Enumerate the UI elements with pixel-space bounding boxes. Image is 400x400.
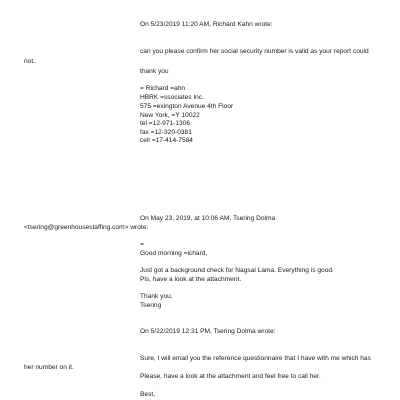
signature-line: 575 =exington Avenue 4th Floor [140, 103, 234, 110]
email-header: On May 23, 2019, at 10:06 AM, Tsering Dolma [140, 215, 276, 222]
email-header: <tsering@greenhousestaffing.com> wrote: [24, 224, 149, 231]
email-header: On 5/22/2019 12:31 PM, Tsering Dolma wrote: [140, 328, 276, 335]
email-body-line: Pls, have a look at the attachment. [140, 276, 242, 283]
signature-line: New York, =Y 10022 [140, 112, 200, 119]
email-greeting: Good morning =ichard, [140, 250, 208, 257]
email-body-line: Sure, I will email you the reference questionnaire that I have with me which has [140, 355, 371, 362]
email-body-line: Just got a background check for Nagsal Lama. Everything is good. [140, 267, 334, 274]
email-thanks: thank you [140, 68, 169, 75]
email-body-line: Please, have a look at the attachment and feel free to call her. [140, 373, 321, 380]
email-header: On 5/23/2019 11:20 AM, Richard Kahn wrote: [140, 21, 273, 28]
email-closing: Best, [140, 391, 156, 398]
email-closing: Thank you, [140, 293, 173, 300]
signature-line: = Richard =ahn [140, 85, 186, 92]
quote-marker: = [140, 241, 144, 248]
signature-line: cell =17-414-7584 [140, 137, 193, 144]
email-body-line: her number on it. [24, 364, 74, 371]
email-body-line: can you please confirm her social security number is valid as your report could [140, 48, 369, 55]
signature-line: HBRK =ssociates Inc. [140, 94, 204, 101]
signature-line: fax =12-320-0381 [140, 129, 192, 136]
email-sender-name: Tsering [140, 302, 162, 309]
signature-line: tel =12-971-1306 [140, 120, 191, 127]
email-body-line: not.. [24, 58, 37, 65]
